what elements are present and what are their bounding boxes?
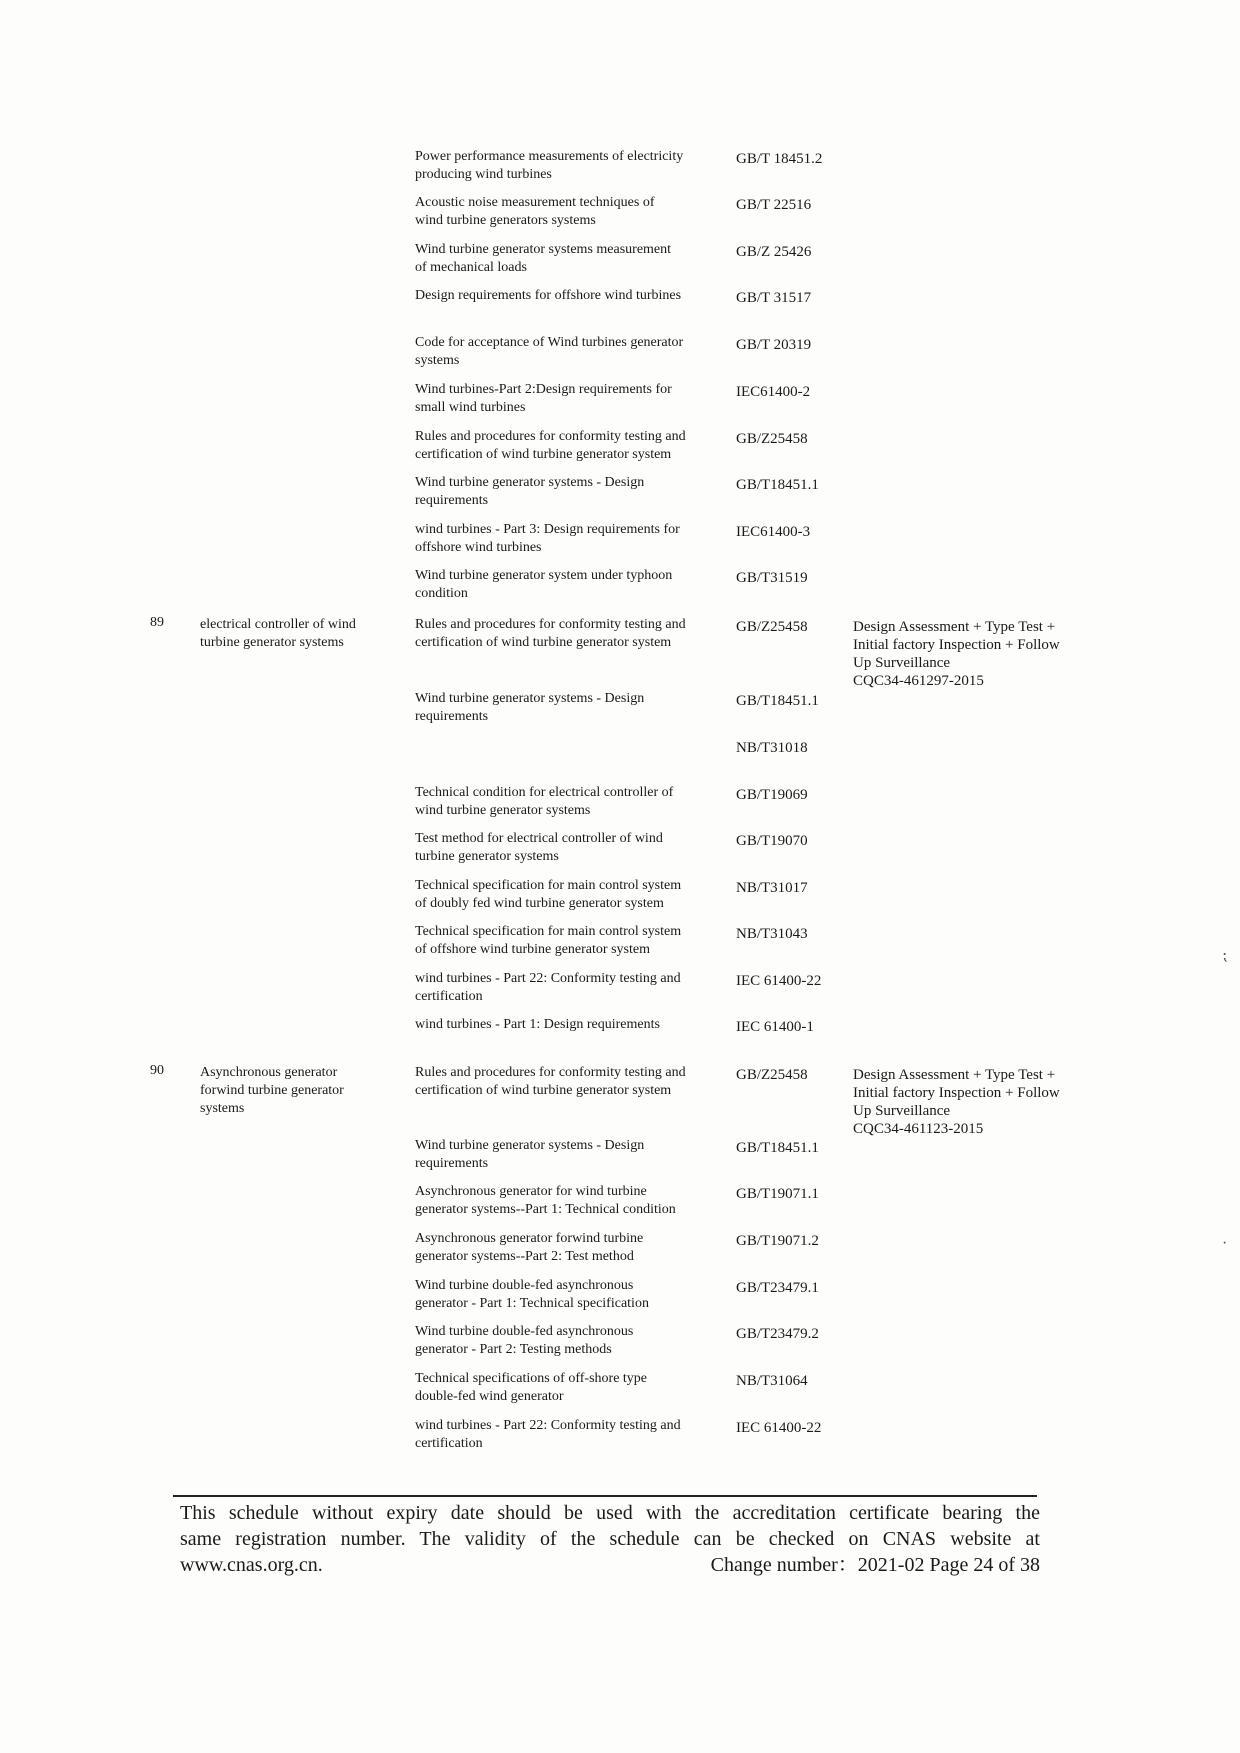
standard-description: Wind turbine generator systems measurement: [415, 242, 672, 257]
standard-description: Test method for electrical controller of wind: [415, 831, 663, 846]
certification-mode: Design Assessment + Type Test +: [853, 619, 1056, 635]
standard-description: of doubly fed wind turbine generator system: [415, 896, 664, 911]
standard-description: requirements: [415, 493, 489, 508]
footer-rule: [173, 1495, 1037, 1497]
standard-description: certification of wind turbine generator system: [415, 447, 672, 462]
standard-description: Code for acceptance of Wind turbines generator: [415, 335, 684, 350]
standard-description: Wind turbine generator systems - Design: [415, 475, 645, 490]
standard-description: Rules and procedures for conformity testing and: [415, 617, 686, 632]
standard-number: GB/T 18451.2: [736, 151, 823, 167]
standard-number: GB/T19071.2: [736, 1233, 819, 1249]
standard-description: Rules and procedures for conformity testing and: [415, 429, 686, 444]
standard-description: certification of wind turbine generator system: [415, 635, 672, 650]
standard-description: condition: [415, 586, 468, 601]
standard-description: generator systems--Part 1: Technical condition: [415, 1202, 676, 1217]
footer-line-1: This schedule without expiry date should be used with the accreditation certificate bearing the: [180, 1502, 1040, 1524]
product-name: electrical controller of wind: [200, 617, 356, 632]
standard-description: small wind turbines: [415, 400, 526, 415]
scan-mark-2: ·: [1222, 1235, 1228, 1252]
standard-description: Technical condition for electrical controller of: [415, 785, 674, 800]
standard-number: IEC61400-2: [736, 384, 811, 400]
scan-mark-1: ⁏: [1222, 947, 1228, 964]
standard-number: GB/Z 25426: [736, 244, 812, 260]
standard-number: GB/T19070: [736, 833, 808, 849]
certification-mode: Up Surveillance: [853, 1103, 951, 1119]
standard-number: GB/T 31517: [736, 290, 812, 306]
footer-line-2: same registration number. The validity of the schedule can be checked on CNAS website at: [180, 1528, 1040, 1550]
standard-number: IEC 61400-22: [736, 1420, 822, 1436]
standard-number: NB/T31017: [736, 880, 808, 896]
standard-description: generator systems--Part 2: Test method: [415, 1249, 634, 1264]
standard-number: GB/T18451.1: [736, 477, 819, 493]
footer-change-number: Change number：2021-02 Page 24 of 38: [710, 1554, 1040, 1576]
standard-description: Technical specifications of off-shore type: [415, 1371, 648, 1386]
standard-description: certification: [415, 989, 483, 1004]
standard-number: GB/Z25458: [736, 1067, 808, 1083]
standard-description: offshore wind turbines: [415, 540, 542, 555]
standard-description: certification of wind turbine generator system: [415, 1083, 672, 1098]
standard-description: certification: [415, 1436, 483, 1451]
standard-description: Wind turbine generator systems - Design: [415, 691, 645, 706]
standard-number: IEC61400-3: [736, 524, 811, 540]
standard-number: NB/T31043: [736, 926, 808, 942]
certification-mode: Design Assessment + Type Test +: [853, 1067, 1056, 1083]
certification-mode: CQC34-461297-2015: [853, 673, 984, 689]
standard-description: Wind turbine double-fed asynchronous: [415, 1278, 634, 1293]
standard-description: Asynchronous generator for wind turbine: [415, 1184, 647, 1199]
standard-number: IEC 61400-22: [736, 973, 822, 989]
certification-mode: Initial factory Inspection + Follow: [853, 637, 1060, 653]
standard-description: Rules and procedures for conformity testing and: [415, 1065, 686, 1080]
standard-description: Design requirements for offshore wind turbines: [415, 288, 682, 303]
certification-mode: Up Surveillance: [853, 655, 951, 671]
product-name: Asynchronous generator: [200, 1065, 338, 1080]
standard-description: Wind turbines-Part 2:Design requirements for: [415, 382, 672, 397]
standard-number: GB/T 20319: [736, 337, 812, 353]
product-name: turbine generator systems: [200, 635, 344, 650]
product-name: systems: [200, 1101, 245, 1116]
standard-number: NB/T31064: [736, 1373, 808, 1389]
standard-description: Asynchronous generator forwind turbine: [415, 1231, 644, 1246]
standard-description: wind turbine generator systems: [415, 803, 591, 818]
standard-number: GB/T31519: [736, 570, 808, 586]
product-name: forwind turbine generator: [200, 1083, 344, 1098]
footer-website: www.cnas.org.cn.: [180, 1554, 323, 1576]
standard-number: GB/T18451.1: [736, 693, 819, 709]
standard-number: GB/T23479.1: [736, 1280, 819, 1296]
standard-description: systems: [415, 353, 460, 368]
standard-description: wind turbines - Part 3: Design requirements for: [415, 522, 680, 537]
standard-description: generator - Part 1: Technical specification: [415, 1296, 649, 1311]
standard-description: wind turbines - Part 22: Conformity testing and: [415, 1418, 681, 1433]
standard-number: GB/T18451.1: [736, 1140, 819, 1156]
standard-number: GB/T 22516: [736, 197, 812, 213]
footer-line-3: [180, 1552, 1040, 1578]
standard-description: wind turbine generators systems: [415, 213, 596, 228]
standard-description: Technical specification for main control system: [415, 924, 682, 939]
standard-description: Technical specification for main control system: [415, 878, 682, 893]
standard-number: NB/T31018: [736, 740, 808, 756]
standard-description: Wind turbine generator systems - Design: [415, 1138, 645, 1153]
standard-number: GB/Z25458: [736, 619, 808, 635]
standard-number: GB/T19069: [736, 787, 808, 803]
standard-number: GB/T23479.2: [736, 1326, 819, 1342]
standard-number: GB/T19071.1: [736, 1186, 819, 1202]
standard-number: GB/Z25458: [736, 431, 808, 447]
item-number: 89: [150, 615, 164, 630]
standard-description: requirements: [415, 709, 489, 724]
standard-description: producing wind turbines: [415, 167, 552, 182]
standard-number: IEC 61400-1: [736, 1019, 814, 1035]
standard-description: wind turbines - Part 1: Design requirements: [415, 1017, 660, 1032]
standard-description: of offshore wind turbine generator system: [415, 942, 650, 957]
standard-description: wind turbines - Part 22: Conformity testing and: [415, 971, 681, 986]
standard-description: double-fed wind generator: [415, 1389, 564, 1404]
certification-mode: Initial factory Inspection + Follow: [853, 1085, 1060, 1101]
certification-mode: CQC34-461123-2015: [853, 1121, 984, 1137]
standard-description: Power performance measurements of electricity: [415, 149, 684, 164]
item-number: 90: [150, 1063, 164, 1078]
standard-description: generator - Part 2: Testing methods: [415, 1342, 612, 1357]
standard-description: Acoustic noise measurement techniques of: [415, 195, 655, 210]
standard-description: Wind turbine double-fed asynchronous: [415, 1324, 634, 1339]
standard-description: of mechanical loads: [415, 260, 527, 275]
standard-description: Wind turbine generator system under typhoon: [415, 568, 673, 583]
standard-description: requirements: [415, 1156, 489, 1171]
standard-description: turbine generator systems: [415, 849, 559, 864]
